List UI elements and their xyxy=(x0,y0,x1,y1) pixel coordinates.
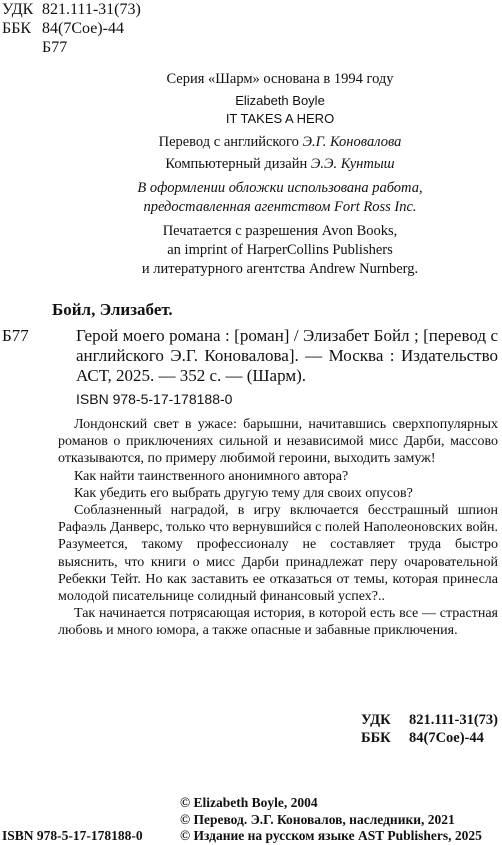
bottom-udk-value: 821.111-31(73) xyxy=(408,712,498,728)
copyright-line: © Elizabeth Boyle, 2004 xyxy=(180,795,318,810)
bottom-udk-label: УДК xyxy=(360,712,391,728)
translation-credit xyxy=(60,133,500,151)
annotation-paragraph: Лондонский свет в ужасе: барышни, начитавшись сверхпопулярных романов о приключениях сильной и независимой мисс Дарби, массово отказываются, по примеру любимой героини, выходить замуж! xyxy=(58,417,498,467)
classification-codes xyxy=(2,0,141,57)
annotation xyxy=(58,416,498,640)
isbn-bottom: ISBN 978-5-17-178188-0 xyxy=(2,828,143,843)
bottom-bbk-label: ББК xyxy=(360,730,391,746)
original-author: Elizabeth Boyle xyxy=(235,93,325,108)
annotation-paragraph: Как убедить его выбрать другую тему для своих опусов? xyxy=(74,485,413,501)
author-sign: Б77 xyxy=(42,39,68,56)
cover-note-line-2: предоставленная агентством Fort Ross Inc. xyxy=(143,199,417,215)
annotation-paragraph: Как найти таинственного анонимного автора? xyxy=(74,468,349,484)
bbk-label: ББК xyxy=(2,20,32,37)
bottom-classification-codes xyxy=(361,711,498,747)
udk-label: УДК xyxy=(2,1,34,18)
series-note: Серия «Шарм» основана в 1994 году xyxy=(166,71,394,87)
catalog-record: Герой моего романа : [роман] / Элизабет Бойл ; [перевод с английского Э.Г. Коновалова]. — Москва : Издательство АСТ, 2025. — 352 с. — (Шарм). xyxy=(76,326,498,385)
designer-name: Э.Э. Кунтыш xyxy=(310,156,395,172)
translator-name: Э.Г. Коновалова xyxy=(302,134,402,150)
cover-note-line-1: В оформлении обложки использована работа, xyxy=(137,180,423,196)
design-prefix: Компьютерный дизайн xyxy=(165,156,308,172)
udk-value: 821.111-31(73) xyxy=(42,1,141,18)
permission-line-3: и литературного агентства Andrew Nurnberg. xyxy=(141,261,419,277)
bottom-bbk-value: 84(7Сое)-44 xyxy=(408,730,484,746)
copyright-line: © Перевод. Э.Г. Коновалов, наследники, 2021 xyxy=(180,811,455,827)
original-title: IT TAKES A HERO xyxy=(225,111,335,126)
catalog-sign: Б77 xyxy=(2,326,29,345)
catalog-isbn: ISBN 978-5-17-178188-0 xyxy=(76,391,233,407)
permission-line-1: Печатается с разрешения Avon Books, xyxy=(162,223,398,239)
annotation-paragraph: Так начинается потрясающая история, в которой есть все — страстная любовь и много юмора, а также опасные и забавные приключения. xyxy=(58,606,498,639)
copyright-line: © Издание на русском языке AST Publishers, 2025 xyxy=(180,828,482,843)
design-credit xyxy=(60,155,500,173)
annotation-paragraph: Соблазненный наградой, в игру включается бесстрашный шпион Рафаэль Данверс, только что вернувшийся с полей Наполеоновских войн. Разумеется, такому профессионалу не составляет труда быстро выяснить, что книги о мисс Дарби принадлежат перу очаровательной Ребекки Тейт. Но как заставить ее отказаться от темы, которая принесла молодой писательнице солидный финансовый успех?.. xyxy=(58,503,498,605)
catalog-author: Бойл, Элизабет. xyxy=(52,300,173,319)
copyright-block xyxy=(180,795,482,845)
translation-prefix: Перевод с английского xyxy=(158,134,299,150)
bbk-value: 84(7Сое)-44 xyxy=(42,20,124,37)
permission-line-2: an imprint of HarperCollins Publishers xyxy=(167,242,393,258)
